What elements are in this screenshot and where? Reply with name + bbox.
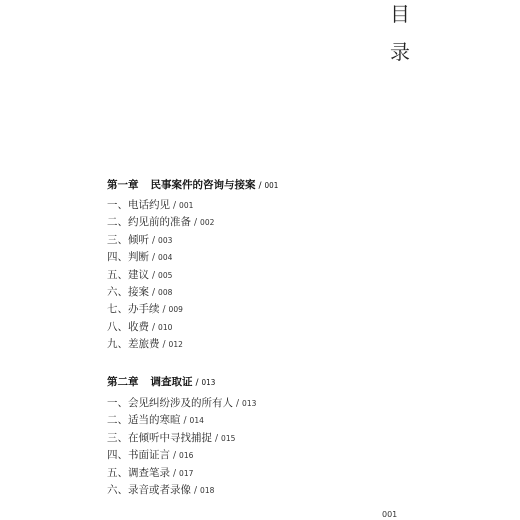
toc-entry-label: 四、判断 xyxy=(107,251,149,263)
page-separator: / xyxy=(195,378,199,388)
toc-entry[interactable] xyxy=(107,197,193,212)
toc-entry[interactable] xyxy=(107,301,183,316)
toc-entry-label: 二、适当的寒暄 xyxy=(107,414,181,426)
toc-entry-page: 009 xyxy=(168,305,183,314)
title-char-lu: 录 xyxy=(390,40,410,64)
toc-entry-label: 一、电话约见 xyxy=(107,199,170,211)
toc-entry[interactable] xyxy=(107,447,193,462)
toc-entry-label: 九、差旅费 xyxy=(107,338,160,350)
page-separator: / xyxy=(258,181,262,191)
toc-entry[interactable] xyxy=(107,482,214,497)
toc-entry-page: 013 xyxy=(242,399,257,408)
page-separator: / xyxy=(162,305,166,315)
chapter-heading-1[interactable] xyxy=(107,177,278,192)
chapter-page-number: 001 xyxy=(264,181,279,190)
page-separator: / xyxy=(152,236,156,246)
page-folio-number: 001 xyxy=(382,510,398,519)
toc-entry[interactable] xyxy=(107,249,172,264)
toc-entry[interactable] xyxy=(107,336,183,351)
page-separator: / xyxy=(152,271,156,281)
toc-entry-label: 三、在倾听中寻找捕捉 xyxy=(107,432,212,444)
toc-entry-label: 五、调查笔录 xyxy=(107,467,170,479)
toc-entry-label: 七、办手续 xyxy=(107,303,160,315)
toc-entry[interactable] xyxy=(107,395,256,410)
chapter-title: 民事案件的咨询与接案 xyxy=(150,179,256,191)
toc-entry-page: 017 xyxy=(179,469,194,478)
toc-entry-page: 003 xyxy=(158,236,173,245)
toc-entry[interactable] xyxy=(107,267,172,282)
toc-entry-page: 018 xyxy=(200,486,215,495)
toc-entry-label: 一、会见纠纷涉及的所有人 xyxy=(107,397,233,409)
toc-entry[interactable] xyxy=(107,284,172,299)
toc-entry-label: 六、录音或者录像 xyxy=(107,484,191,496)
page-separator: / xyxy=(152,323,156,333)
page-separator: / xyxy=(162,340,166,350)
toc-entry-label: 二、约见前的准备 xyxy=(107,216,191,228)
toc-entry[interactable] xyxy=(107,465,193,480)
toc-entry[interactable] xyxy=(107,430,235,445)
page-separator: / xyxy=(183,416,187,426)
chapter-number: 第一章 xyxy=(107,179,139,191)
page-separator: / xyxy=(194,486,198,496)
chapter-title: 调查取证 xyxy=(150,376,193,388)
toc-entry-page: 016 xyxy=(179,451,194,460)
toc-entry-label: 三、倾听 xyxy=(107,234,149,246)
toc-entry-label: 六、接案 xyxy=(107,286,149,298)
toc-entry-label: 五、建议 xyxy=(107,269,149,281)
page-separator: / xyxy=(173,469,177,479)
toc-entry-label: 四、书面证言 xyxy=(107,449,170,461)
toc-entry[interactable] xyxy=(107,214,214,229)
toc-entry-page: 005 xyxy=(158,271,173,280)
chapter-heading-2[interactable] xyxy=(107,374,215,389)
toc-entry-page: 015 xyxy=(221,434,236,443)
chapter-page-number: 013 xyxy=(201,378,216,387)
toc-entry[interactable] xyxy=(107,232,172,247)
page-separator: / xyxy=(215,434,219,444)
toc-entry[interactable] xyxy=(107,412,204,427)
toc-entry-page: 012 xyxy=(168,340,183,349)
toc-entry-page: 001 xyxy=(179,201,194,210)
toc-entry-page: 004 xyxy=(158,253,173,262)
toc-title xyxy=(388,2,412,62)
toc-entry[interactable] xyxy=(107,319,172,334)
toc-entry-label: 八、收费 xyxy=(107,321,149,333)
page-separator: / xyxy=(152,288,156,298)
toc-entry-page: 002 xyxy=(200,218,215,227)
page-separator: / xyxy=(194,218,198,228)
title-char-mu: 目 xyxy=(390,2,410,26)
chapter-number: 第二章 xyxy=(107,376,139,388)
page-separator: / xyxy=(236,399,240,409)
toc-entry-page: 008 xyxy=(158,288,173,297)
page-separator: / xyxy=(173,451,177,461)
toc-entry-page: 010 xyxy=(158,323,173,332)
page-separator: / xyxy=(152,253,156,263)
toc-entry-page: 014 xyxy=(189,416,204,425)
page-separator: / xyxy=(173,201,177,211)
